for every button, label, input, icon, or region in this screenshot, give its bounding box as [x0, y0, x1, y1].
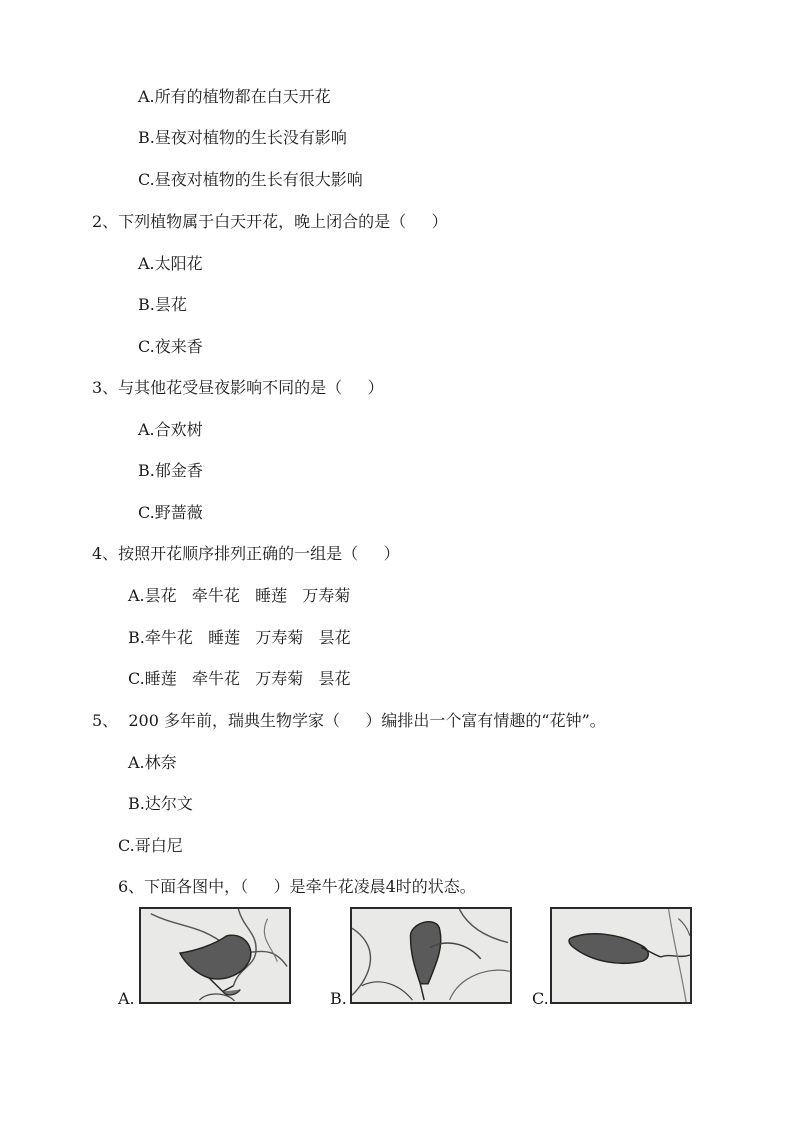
- figure-c-bud: [550, 907, 692, 1004]
- figure-a-label: A.: [118, 989, 135, 1008]
- q5-option-a: A.林奈: [128, 753, 177, 772]
- figure-c-label: C.: [532, 989, 549, 1008]
- q5-stem: 5、 200 多年前，瑞典生物学家（ ）编排出一个富有情趣的“花钟”。: [92, 711, 606, 730]
- q1-option-c: C.昼夜对植物的生长有很大影响: [138, 170, 363, 189]
- q6-stem: 6、下面各图中，（ ）是牵牛花凌晨4时的状态。: [118, 877, 476, 896]
- q3-option-c: C.野蔷薇: [138, 503, 203, 522]
- q3-stem: 3、与其他花受昼夜影响不同的是（ ）: [92, 378, 384, 397]
- q4-option-a: A.昙花 牵牛花 睡莲 万寿菊: [128, 586, 351, 605]
- q2-option-a: A.太阳花: [138, 254, 203, 273]
- q4-option-b: B.牵牛花 睡莲 万寿菊 昙花: [128, 628, 351, 647]
- q3-option-b: B.郁金香: [138, 461, 203, 480]
- q4-stem: 4、按照开花顺序排列正确的一组是（ ）: [92, 544, 400, 563]
- q2-stem: 2、下列植物属于白天开花，晚上闭合的是（ ）: [92, 212, 448, 231]
- figure-b-half-open-flower: [350, 907, 512, 1004]
- q5-option-c: C.哥白尼: [118, 836, 183, 855]
- q4-option-c: C.睡莲 牵牛花 万寿菊 昙花: [128, 669, 351, 688]
- q1-option-b: B.昼夜对植物的生长没有影响: [138, 128, 347, 147]
- figure-a-open-flower: [139, 907, 291, 1004]
- q5-option-b: B.达尔文: [128, 794, 193, 813]
- q3-option-a: A.合欢树: [138, 420, 203, 439]
- q1-option-a: A.所有的植物都在白天开花: [138, 87, 331, 106]
- q2-option-b: B.昙花: [138, 295, 187, 314]
- q2-option-c: C.夜来香: [138, 337, 203, 356]
- figure-b-label: B.: [330, 989, 347, 1008]
